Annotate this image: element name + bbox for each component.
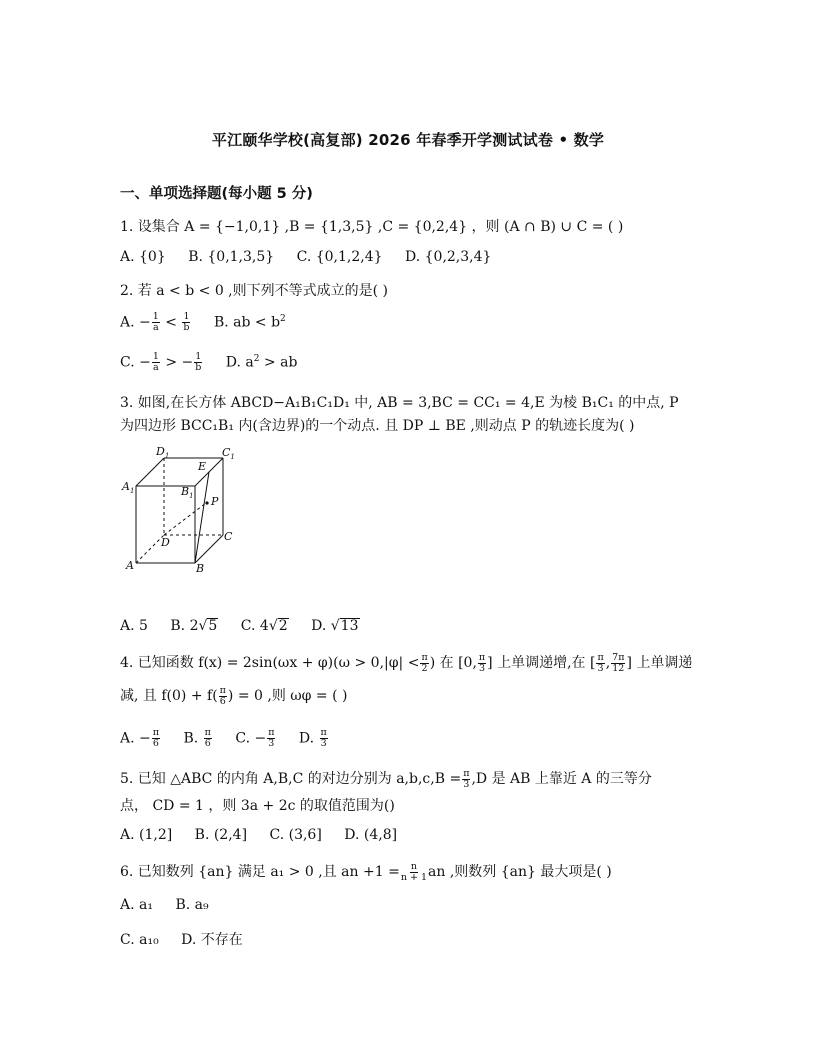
q2-a-frac2 <box>182 312 190 333</box>
q4-a-num: π <box>152 727 159 738</box>
q2-b-text: B. ab < b <box>213 314 281 331</box>
q2-b-sup: 2 <box>280 313 286 324</box>
q3-b-radicand: 5 <box>208 618 218 634</box>
q2-c-prefix: C. − <box>120 354 151 371</box>
q4-d-num: π <box>320 727 327 738</box>
q1-option-a: A. {0} <box>120 249 166 265</box>
q2-option-d <box>226 354 298 371</box>
label-e: E <box>198 460 207 473</box>
q4-int2-num2: 7π <box>612 651 625 663</box>
q2-c-num2: 1 <box>195 351 202 362</box>
question-5-line2: 点， CD = 1 ，则 3a + 2c 的取值范围为() <box>120 798 395 814</box>
q4-int2-open: [ <box>589 655 596 671</box>
q4-text-inc: 上单调递增,在 <box>492 655 586 671</box>
q5-frac <box>462 769 470 790</box>
q4-func: 4. 已知函数 f(x) = 2sin(ωx + φ) <box>120 655 334 671</box>
q4-int2-frac2 <box>611 653 625 674</box>
q4-d-label: D. <box>298 730 319 747</box>
q2-a-num1: 1 <box>152 311 159 322</box>
q4-c-den: 3 <box>268 738 275 749</box>
question-1-stem: 1. 设集合 A = {−1,0,1} ,B = {1,3,5} ,C = {0,2,4} ，则 (A ∩ B) ∪ C = ( ) <box>120 219 624 235</box>
q2-c-den2: b <box>195 362 202 373</box>
q6-num: n <box>410 860 417 872</box>
q2-c-den1: a <box>153 362 159 373</box>
question-3-stem: 3. 如图,在长方体 ABCD−A₁B₁C₁D₁ 中, AB = 3,BC = CC₁ = 4,E 为棱 B₁C₁ 的中点, P 为四边形 BCC₁B₁ 内(含边界)的一个动点. 且 DP ⊥ BE ,则动点 P 的轨迹长度为( ) <box>120 395 679 434</box>
q4-line2-a: 减, 且 f(0) + f <box>120 688 213 704</box>
q6-option-b: B. a₉ <box>175 897 209 913</box>
q4-int1-open: [0, <box>458 655 477 671</box>
question-6-options-row1 <box>120 897 227 913</box>
label-p: P <box>211 495 219 508</box>
q3-option-b: B. 2√5 <box>170 618 218 634</box>
q2-a-prefix: A. − <box>120 314 151 331</box>
question-6-stem <box>120 861 612 883</box>
question-5-line1 <box>120 768 652 790</box>
q6-stem-a: 6. 已知数列 {an} 满足 a₁ > 0 ,且 an +1 = <box>120 864 400 880</box>
question-2-options-row2 <box>120 352 315 373</box>
question-2-stem: 2. 若 a < b < 0 ,则下列不等式成立的是( ) <box>120 283 389 299</box>
q3-c-prefix: C. 4 <box>240 618 269 634</box>
q2-a-den1: a <box>152 322 159 333</box>
q1-option-d: D. {0,2,3,4} <box>405 249 492 265</box>
q5-den: 3 <box>463 778 470 790</box>
q4-c-num: π <box>268 727 275 738</box>
q6-den: n + 1 <box>400 871 427 883</box>
q6-stem-b: an ,则数列 {an} 最大项是( ) <box>428 864 612 880</box>
q4-int1-den: 3 <box>479 662 486 674</box>
q3-option-a: A. 5 <box>120 618 148 634</box>
q4-option-a <box>120 728 161 749</box>
edge-a1d1 <box>136 458 164 486</box>
q4-d-den: 3 <box>320 738 327 749</box>
q3-option-d: D. √13 <box>311 618 359 634</box>
question-6-options-row2 <box>120 929 261 949</box>
q2-a-frac1 <box>152 312 160 333</box>
q5-option-c: C. (3,6] <box>269 827 322 843</box>
q5-option-a: A. (1,2] <box>120 827 173 843</box>
section-heading: 一、单项选择题(每小题 5 分) <box>120 186 313 202</box>
q4-a-label: A. − <box>120 730 151 747</box>
label-c: C <box>224 530 233 543</box>
label-c1: $C_1$ <box>222 446 235 461</box>
q5-line1-a: 5. 已知 △ABC 的内角 A,B,C 的对边分别为 a,b,c,B = <box>120 771 462 787</box>
q6-option-c: C. a₁₀ <box>120 932 159 948</box>
cuboid-figure <box>118 445 248 575</box>
q4-int2-den2: 12 <box>612 662 625 674</box>
q4-cond-num: π <box>421 651 428 663</box>
label-a: A <box>126 559 134 572</box>
label-b: B <box>196 562 205 575</box>
question-3-options <box>120 618 378 634</box>
q4-int2-frac1 <box>596 653 604 674</box>
q2-a-den2: b <box>183 322 190 333</box>
label-b1: $B_1$ <box>181 485 194 500</box>
q4-option-b <box>183 728 212 749</box>
question-4-line1: 4. 已知函数 f(x) = 2sin(ωx + φ)(ω > 0,|φ| < $\frac{\pi}{2}$ ) 在 [0, $\frac{\pi}{3}$ ] 上单调递增,在 [ $\frac{\pi}{3}$ , $\frac{7\pi}{12}$ ] 上单调递 <box>120 651 693 674</box>
point-p <box>205 501 208 504</box>
q4-text-zai: ) 在 <box>429 655 454 671</box>
q4-cond-frac <box>420 653 428 674</box>
q6-option-d: D. 不存在 <box>181 932 243 948</box>
q4-option-c <box>235 728 276 749</box>
edge-ad-hidden <box>136 535 164 563</box>
q4-int1-num: π <box>478 651 486 663</box>
q4-int1-frac <box>478 653 486 674</box>
q2-option-c <box>120 352 203 373</box>
q2-option-b <box>214 314 286 331</box>
q2-d-tail: > ab <box>259 354 298 371</box>
q3-d-prefix: D. <box>311 618 331 634</box>
q4-line2-den: 6 <box>219 695 226 707</box>
q4-b-label: B. <box>183 730 203 747</box>
q2-d-sup: 2 <box>253 353 260 364</box>
q3-d-radicand: 13 <box>340 618 359 634</box>
q4-line2-frac <box>219 686 227 707</box>
q4-line2-num: π <box>219 684 226 696</box>
q4-d-frac <box>320 728 328 749</box>
q4-text-dec: 上单调递 <box>631 655 693 671</box>
question-1-options <box>120 249 509 265</box>
q5-num: π <box>463 767 470 779</box>
label-a1: $A_1$ <box>122 480 135 495</box>
q4-b-frac <box>204 728 212 749</box>
q5-option-d: D. (4,8] <box>344 827 398 843</box>
q4-int2-den1: 3 <box>597 662 604 674</box>
q4-c-label: C. − <box>235 730 267 747</box>
q3-c-radicand: 2 <box>278 618 288 634</box>
edge-bc <box>195 535 223 563</box>
q6-frac <box>401 862 427 883</box>
question-2-options-row1 <box>120 312 304 333</box>
q1-option-b: B. {0,1,3,5} <box>188 249 275 265</box>
q6-option-a: A. a₁ <box>120 897 153 913</box>
q1-option-c: C. {0,1,2,4} <box>296 249 383 265</box>
q4-int2-close: ] <box>626 655 632 671</box>
question-5-options <box>120 827 415 843</box>
q4-c-frac <box>267 728 275 749</box>
q4-option-d <box>299 728 329 749</box>
label-d1: $D_1$ <box>156 445 170 460</box>
segment-be <box>195 472 209 563</box>
q4-int2-num1: π <box>597 651 604 663</box>
q5-line1-b: ,D 是 AB 上靠近 A 的三等分 <box>471 771 652 787</box>
q2-option-a <box>120 312 191 333</box>
q4-cond-den: 2 <box>421 662 428 674</box>
q2-a-num2: 1 <box>183 311 190 322</box>
q4-b-den: 6 <box>204 738 211 749</box>
q4-a-den: 6 <box>152 738 159 749</box>
q2-a-mid: < <box>160 314 182 331</box>
question-4-line2: 减, 且 f(0) + f( $\frac{\pi}{6}$ ) = 0 ,则 ωφ = ( ) <box>120 684 348 707</box>
page-title: 平江颐华学校(高复部) 2026 年春季开学测试试卷 • 数学 <box>211 131 605 149</box>
q4-b-num: π <box>204 727 211 738</box>
question-4-options <box>120 728 347 749</box>
q4-int1-close: ] <box>487 655 493 671</box>
label-d: D <box>161 536 170 549</box>
q5-option-b: B. (2,4] <box>194 827 248 843</box>
q2-c-frac1 <box>152 352 160 373</box>
q2-d-text: D. a <box>225 354 254 371</box>
q2-c-mid: > − <box>160 354 194 371</box>
q3-option-c: C. 4√2 <box>240 618 288 634</box>
q2-c-num1: 1 <box>152 351 159 362</box>
q4-a-frac <box>152 728 160 749</box>
q4-cond: (ω > 0,|φ| < <box>333 655 420 671</box>
q2-c-frac2 <box>194 352 202 373</box>
q4-line2-b: = 0 ,则 ωφ = ( ) <box>233 688 348 704</box>
q3-b-prefix: B. 2 <box>170 618 199 634</box>
